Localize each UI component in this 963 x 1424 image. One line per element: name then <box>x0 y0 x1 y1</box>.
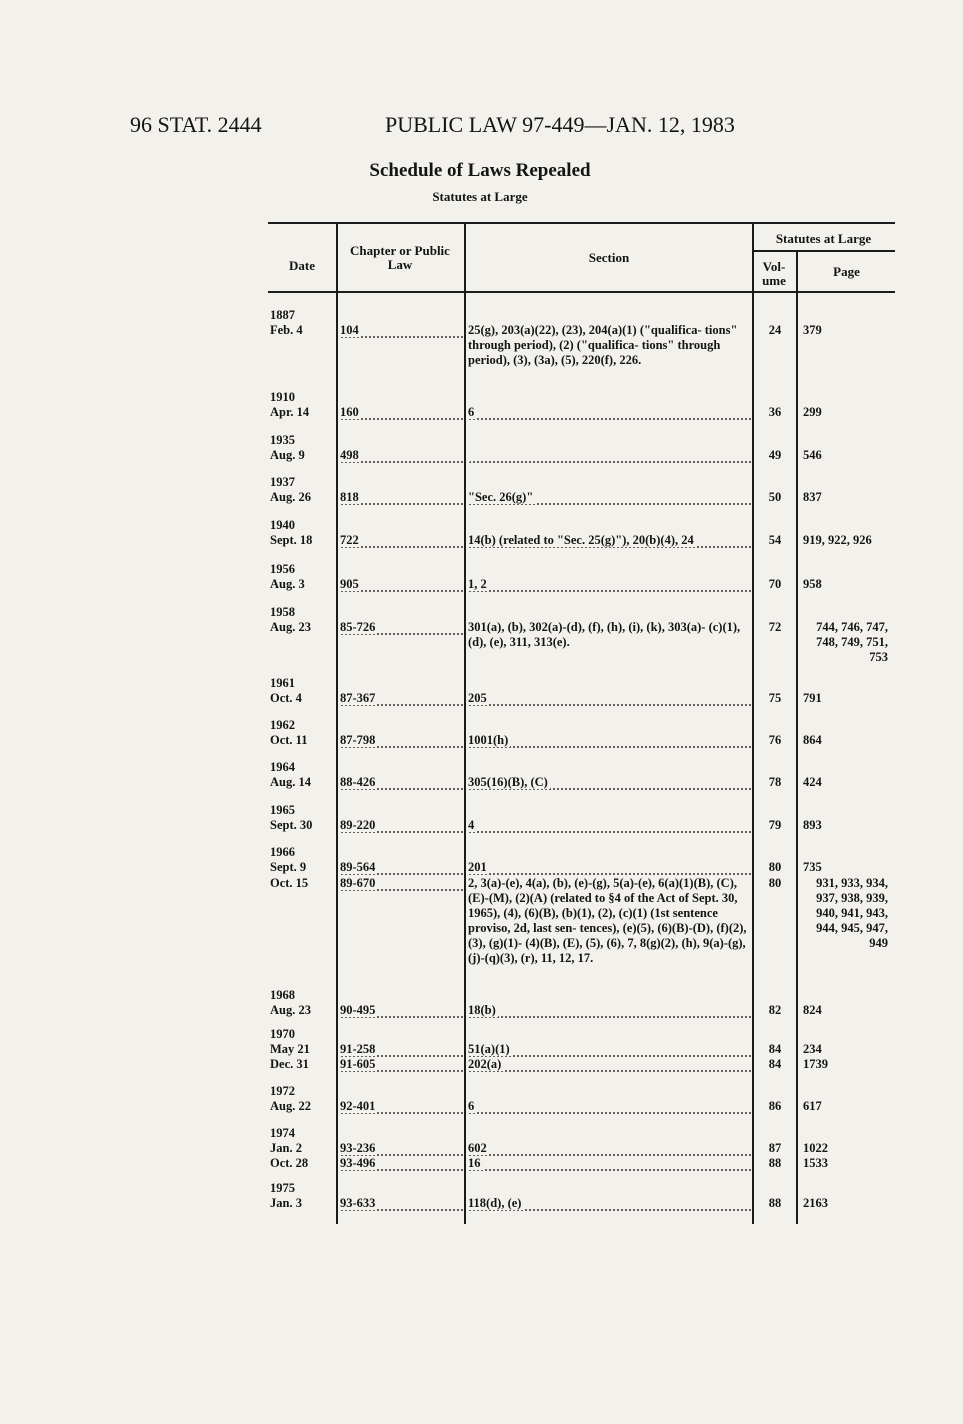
row-section: 1, 2 <box>468 577 752 592</box>
row-chapter: 85-726 <box>340 620 464 635</box>
show-through-margin-note <box>155 165 158 177</box>
row-year: 1964 <box>270 760 295 774</box>
header-chapter: Chapter or Public Law <box>350 243 450 272</box>
row-chapter: 818 <box>340 490 464 505</box>
row-page: 1739 <box>803 1057 828 1071</box>
row-year: 1974 <box>270 1126 295 1140</box>
row-page: 735 <box>803 860 822 874</box>
table-top-rule <box>268 222 895 224</box>
row-chapter: 722 <box>340 533 464 548</box>
header-page: Page <box>833 264 860 279</box>
row-chapter: 91-605 <box>340 1057 464 1072</box>
row-section: 305(16)(B), (C) <box>468 775 752 790</box>
row-section: 4 <box>468 818 752 833</box>
row-year: 1940 <box>270 518 295 532</box>
row-chapter: 160 <box>340 405 464 420</box>
row-chapter: 89-220 <box>340 818 464 833</box>
row-date: Aug. 14 <box>270 775 311 789</box>
row-date: May 21 <box>270 1042 310 1056</box>
public-law-title: PUBLIC LAW 97-449—JAN. 12, 1983 <box>385 112 735 137</box>
column-divider-volume <box>796 250 798 1224</box>
row-volume: 84 <box>768 1057 782 1071</box>
row-year: 1910 <box>270 390 295 404</box>
column-divider-section <box>752 222 754 1224</box>
row-volume: 72 <box>768 620 782 634</box>
row-date: Aug. 3 <box>270 577 305 591</box>
row-chapter: 87-798 <box>340 733 464 748</box>
row-year: 1972 <box>270 1084 295 1098</box>
row-volume: 36 <box>768 405 782 419</box>
row-volume: 78 <box>768 775 782 789</box>
table-header-bottom-rule <box>268 291 895 293</box>
row-page: 824 <box>803 1003 822 1017</box>
row-date: Sept. 30 <box>270 818 313 832</box>
row-chapter: 93-633 <box>340 1196 464 1211</box>
row-section: 202(a) <box>468 1057 752 1072</box>
statute-citation: 96 STAT. 2444 <box>130 112 262 137</box>
row-volume: 84 <box>768 1042 782 1056</box>
row-page: 864 <box>803 733 822 747</box>
row-section: 14(b) (related to "Sec. 25(g)"), 20(b)(4), 24 <box>468 533 752 548</box>
row-page: 791 <box>803 691 822 705</box>
row-volume: 80 <box>768 860 782 874</box>
row-date: Oct. 11 <box>270 733 308 747</box>
row-volume: 86 <box>768 1099 782 1113</box>
row-page: 931, 933, 934, 937, 938, 939, 940, 941, 943, 944, 945, 947, 949 <box>816 876 888 950</box>
row-year: 1975 <box>270 1181 295 1195</box>
column-divider-date <box>336 222 338 1224</box>
row-volume: 80 <box>768 876 782 890</box>
row-page: 893 <box>803 818 822 832</box>
row-section: 602 <box>468 1141 752 1156</box>
row-section: 205 <box>468 691 752 706</box>
row-page: 2163 <box>803 1196 828 1210</box>
row-section: 25(g), 203(a)(22), (23), 204(a)(1) ("qualifica- tions" through period), (2) ("qualifica- tions" through period), (3), (3a), (5), 220(f), 226. <box>468 323 738 367</box>
row-year: 1970 <box>270 1027 295 1041</box>
row-year: 1968 <box>270 988 295 1002</box>
row-year: 1956 <box>270 562 295 576</box>
row-volume: 24 <box>768 323 782 337</box>
row-section: 201 <box>468 860 752 875</box>
row-volume: 76 <box>768 733 782 747</box>
row-section: 1001(h) <box>468 733 752 748</box>
row-section: 6 <box>468 1099 752 1114</box>
row-page: 919, 922, 926 <box>803 533 872 547</box>
row-date: Aug. 22 <box>270 1099 311 1113</box>
schedule-title: Schedule of Laws Repealed <box>369 160 591 181</box>
row-chapter: 89-670 <box>340 876 464 891</box>
row-volume: 82 <box>768 1003 782 1017</box>
row-year: 1965 <box>270 803 295 817</box>
row-volume: 87 <box>768 1141 782 1155</box>
row-volume: 88 <box>768 1196 782 1210</box>
row-date: Feb. 4 <box>270 323 303 337</box>
row-section: 301(a), (b), 302(a)-(d), (f), (h), (i), (k), 303(a)- (c)(1), (d), (e), 311, 313(e). <box>468 620 741 649</box>
statutes-header-rule <box>752 250 895 252</box>
row-chapter: 92-401 <box>340 1099 464 1114</box>
row-page: 744, 746, 747, 748, 749, 751, 753 <box>816 620 888 664</box>
row-page: 299 <box>803 405 822 419</box>
row-page: 958 <box>803 577 822 591</box>
row-section <box>468 448 752 463</box>
row-chapter: 93-236 <box>340 1141 464 1156</box>
header-statutes-at-large: Statutes at Large <box>775 231 872 246</box>
row-page: 379 <box>803 323 822 337</box>
row-chapter: 104 <box>340 323 464 338</box>
row-year: 1961 <box>270 676 295 690</box>
page-header <box>0 112 963 152</box>
row-chapter: 498 <box>340 448 464 463</box>
row-chapter: 90-495 <box>340 1003 464 1018</box>
row-section: 51(a)(1) <box>468 1042 752 1057</box>
row-date: Aug. 23 <box>270 620 311 634</box>
row-page: 424 <box>803 775 822 789</box>
row-year: 1958 <box>270 605 295 619</box>
row-volume: 49 <box>768 448 782 462</box>
row-section: 2, 3(a)-(e), 4(a), (b), (e)-(g), 5(a)-(e), 6(a)(1)(B), (C), (E)-(M), (2)(A) (related to §4 of the Act of Sept. 30, 1965), (4), (6)(B), (b)(1), (2), (c)(1) (1st sentence proviso, 2d, last sen- tences), (e)(5), (6)(B)-(D), (f)(2), (3), (g)(1)- (4)(B), (E), (5), (6), 7, 8(g)(2), (h), 9(a)-(g), (j)-(q)(3), (r), 11, 12, 17. <box>468 876 747 965</box>
row-volume: 50 <box>768 490 782 504</box>
row-volume: 70 <box>768 577 782 591</box>
row-date: Aug. 23 <box>270 1003 311 1017</box>
schedule-subtitle: Statutes at Large <box>432 189 528 204</box>
row-page: 1533 <box>803 1156 828 1170</box>
row-section: 6 <box>468 405 752 420</box>
row-year: 1966 <box>270 845 295 859</box>
row-volume: 75 <box>768 691 782 705</box>
row-date: Oct. 4 <box>270 691 302 705</box>
row-date: Oct. 15 <box>270 876 309 890</box>
row-date: Oct. 28 <box>270 1156 309 1170</box>
row-chapter: 87-367 <box>340 691 464 706</box>
row-year: 1962 <box>270 718 295 732</box>
header-date: Date <box>289 258 315 273</box>
row-volume: 88 <box>768 1156 782 1170</box>
row-section: 16 <box>468 1156 752 1171</box>
row-chapter: 905 <box>340 577 464 592</box>
row-volume: 54 <box>768 533 782 547</box>
row-page: 617 <box>803 1099 822 1113</box>
row-year: 1887 <box>270 308 295 322</box>
row-chapter: 93-496 <box>340 1156 464 1171</box>
row-date: Jan. 3 <box>270 1196 302 1210</box>
row-date: Dec. 31 <box>270 1057 309 1071</box>
row-year: 1937 <box>270 475 295 489</box>
row-section: 18(b) <box>468 1003 752 1018</box>
row-chapter: 89-564 <box>340 860 464 875</box>
row-page: 546 <box>803 448 822 462</box>
row-date: Aug. 26 <box>270 490 311 504</box>
row-volume: 79 <box>768 818 782 832</box>
row-chapter: 91-258 <box>340 1042 464 1057</box>
row-year: 1935 <box>270 433 295 447</box>
header-section: Section <box>588 250 630 265</box>
column-divider-chapter <box>464 222 466 1224</box>
row-date: Sept. 9 <box>270 860 307 874</box>
row-date: Sept. 18 <box>270 533 313 547</box>
row-section: 118(d), (e) <box>468 1196 752 1211</box>
row-section: "Sec. 26(g)" <box>468 490 752 505</box>
row-page: 234 <box>803 1042 822 1056</box>
row-page: 837 <box>803 490 822 504</box>
row-chapter: 88-426 <box>340 775 464 790</box>
row-date: Jan. 2 <box>270 1141 302 1155</box>
header-volume: Vol- ume <box>762 259 786 288</box>
row-date: Aug. 9 <box>270 448 305 462</box>
row-date: Apr. 14 <box>270 405 310 419</box>
row-page: 1022 <box>803 1141 828 1155</box>
